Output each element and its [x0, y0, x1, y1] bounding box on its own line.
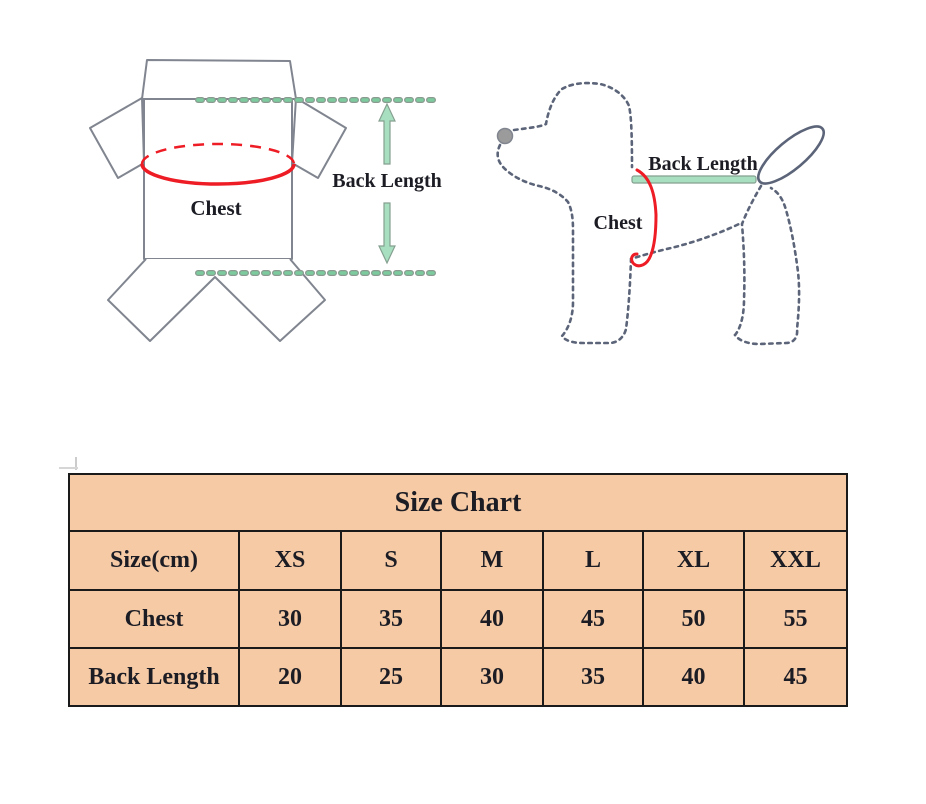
- dog-hindleg-rump-outline: [735, 186, 799, 344]
- garment-collar: [142, 60, 296, 99]
- col-header-size: Size(cm): [69, 531, 239, 590]
- col-header-xs: XS: [239, 531, 341, 590]
- chest-xs-value: 30: [239, 590, 341, 648]
- dog-nose: [498, 129, 513, 144]
- back-length-xl-value: 40: [643, 648, 744, 706]
- chest-l-value: 45: [543, 590, 643, 648]
- row-label-chest: Chest: [69, 590, 239, 648]
- back-length-l-value: 35: [543, 648, 643, 706]
- garment-right-sleeve: [292, 98, 346, 178]
- col-header-s: S: [341, 531, 441, 590]
- size-chart-table: [68, 473, 848, 707]
- back-length-m-value: 30: [441, 648, 543, 706]
- chest-row: [69, 590, 847, 648]
- col-header-m: M: [441, 531, 543, 590]
- back-length-xs-value: 20: [239, 648, 341, 706]
- scan-artifact-line: [59, 467, 78, 469]
- chest-xxl-value: 55: [744, 590, 847, 648]
- row-label-back-length: Back Length: [69, 648, 239, 706]
- back-length-s-value: 25: [341, 648, 441, 706]
- back-length-down-arrow: [379, 203, 395, 263]
- dog-head-outline: [514, 83, 632, 167]
- back-length-up-arrow: [379, 104, 395, 164]
- chest-m-value: 40: [441, 590, 543, 648]
- size-chart-title: Size Chart: [69, 474, 847, 531]
- col-header-l: L: [543, 531, 643, 590]
- dog-diagram: [498, 83, 832, 344]
- back-length-row: [69, 648, 847, 706]
- col-header-xl: XL: [643, 531, 744, 590]
- dog-back-length-label: Back Length: [648, 153, 758, 175]
- dog-back-length-line: [632, 176, 756, 183]
- chest-s-value: 35: [341, 590, 441, 648]
- dog-tail: [751, 118, 832, 192]
- size-chart-title-row: [69, 474, 847, 531]
- chest-xl-value: 50: [643, 590, 744, 648]
- garment-left-sleeve: [90, 98, 144, 178]
- garment-chest-label: Chest: [190, 196, 242, 220]
- col-header-xxl: XXL: [744, 531, 847, 590]
- size-chart-header-row: [69, 531, 847, 590]
- dog-chest-label: Chest: [593, 212, 643, 234]
- back-length-xxl-value: 45: [744, 648, 847, 706]
- garment-back-length-label: Back Length: [332, 170, 442, 192]
